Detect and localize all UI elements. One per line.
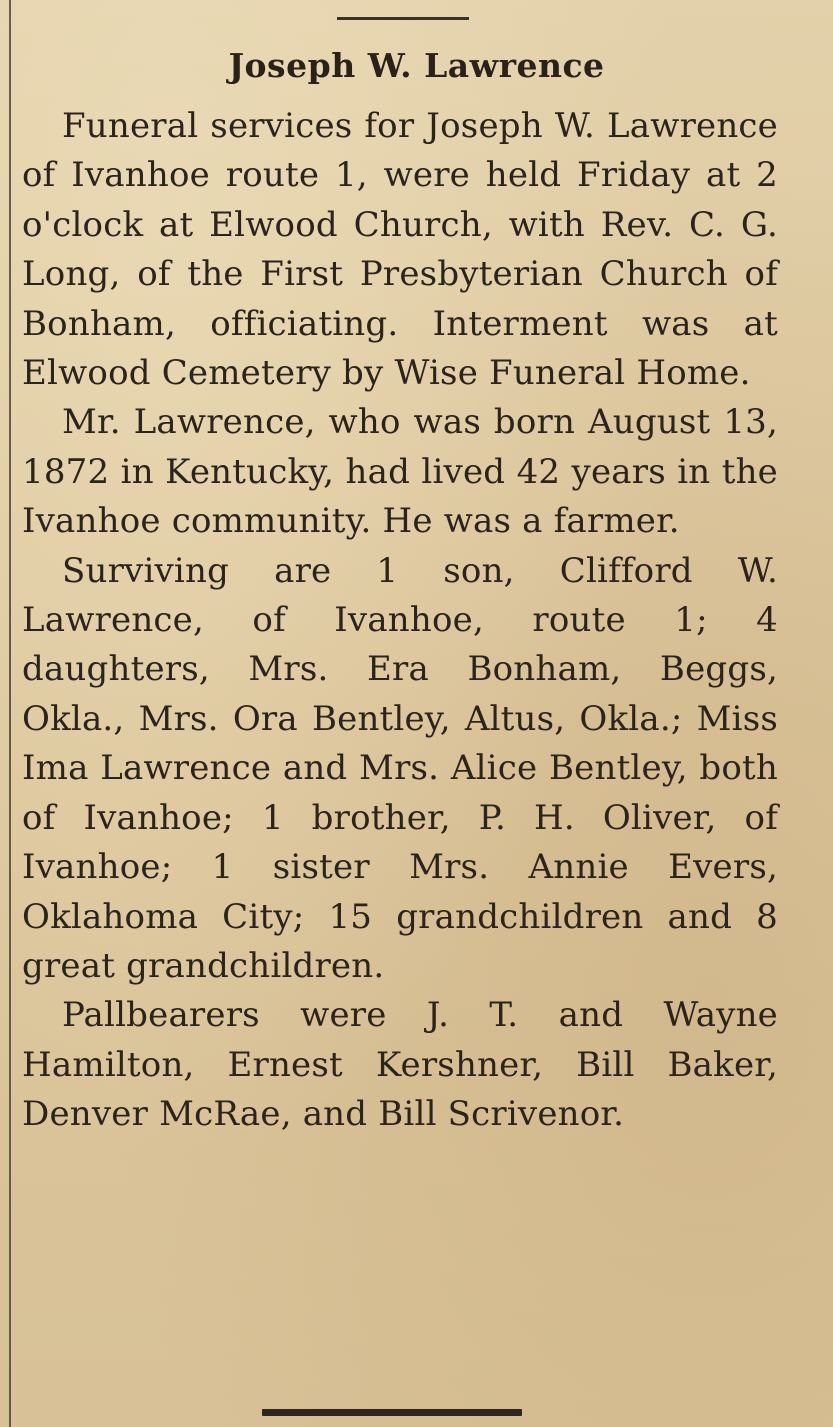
obituary-body bbox=[22, 102, 778, 1140]
obituary-headline: Joseph W. Lawrence bbox=[228, 46, 605, 85]
top-divider-rule bbox=[337, 17, 469, 20]
bottom-divider-rule bbox=[262, 1409, 522, 1416]
paragraph-pallbearers: Pallbearers were J. T. and Wayne Hamilton, Ernest Kershner, Bill Baker, Denver McRae, and Bill Scrivenor. bbox=[22, 995, 778, 1135]
column-rule-left bbox=[9, 0, 11, 1427]
paragraph-biography: Mr. Lawrence, who was born August 13, 1872 in Kentucky, had lived 42 years in the Ivanhoe community. He was a farmer. bbox=[22, 402, 778, 542]
paragraph-survivors: Surviving are 1 son, Clifford W. Lawrence, of Ivanhoe, route 1; 4 daughters, Mrs. Era Bonham, Beggs, Okla., Mrs. Ora Bentley, Altus, Okla.; Miss Ima Lawrence and Mrs. Alice Bentley, both of Ivanhoe; 1 brother, P. H. Oliver, of Ivanhoe; 1 sister Mrs. Annie Evers, Oklahoma City; 15 grandchildren and 8 great grandchildren. bbox=[22, 550, 778, 986]
paragraph-funeral-services: Funeral services for Joseph W. Lawrence of Ivanhoe route 1, were held Friday at 2 o'clock at Elwood Church, with Rev. C. G. Long, of the First Presbyterian Church of Bonham, officiating. Interment was at Elwood Cemetery by Wise Funeral Home. bbox=[22, 106, 778, 394]
